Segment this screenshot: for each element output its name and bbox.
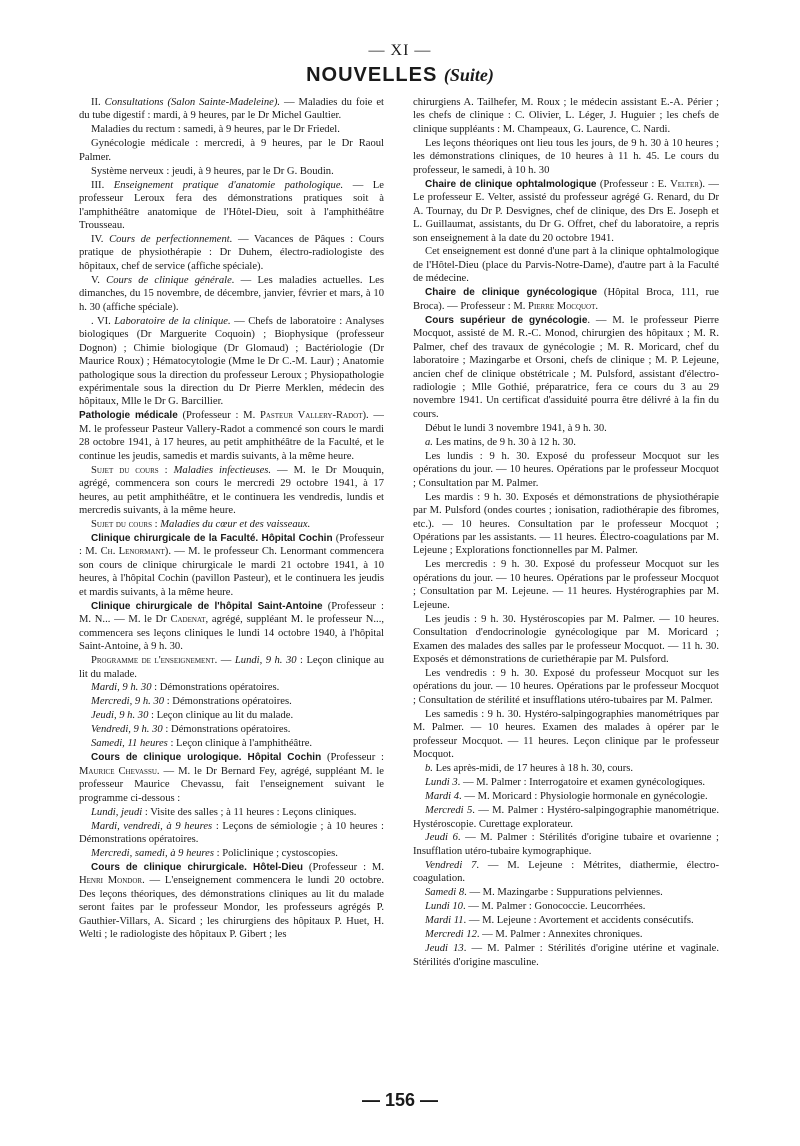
left-paragraph: [79, 847, 384, 860]
left-paragraph: [79, 165, 384, 178]
text-run: : Visite des salles ; à 11 heures : Leçons cliniques.: [142, 806, 357, 818]
text-run: chirurgiens A. Tailhefer, M. Roux ; le médecin assistant E.-A. Périer ; les chefs de clinique : C. Olivier, L. Léger, J. Huguier ; les chefs de clinique suppléants : M. Champeaux, G. Laurence, C. Nardi.: [413, 97, 719, 135]
text-run: : Leçon clinique au lit du malade.: [79, 655, 384, 680]
text-run: Clinique chirurgicale de l'hôpital Saint-Antoine: [91, 600, 323, 612]
text-run: — Maladies du foie et du tube digestif : mardi, à 9 heures, par le Dr Michel Gaultier.: [79, 97, 384, 122]
text-run: . — M. Palmer : Interrogatoire et examen gynécologiques.: [457, 777, 706, 789]
text-run: — M. le Dr Mouquin, agrégé, commencera son cours le mercredi 29 octobre 1941, à 17 heures, au petit amphithéâtre, et le continuera les vendredis, lundis et mercredis suivants, à la même heure.: [79, 464, 384, 517]
text-run: Les mardis : 9 h. 30. Exposés et démonstrations de physiothérapie par M. Pulsford (ondes courtes ; ionisation, radiothérapie des fibromes, etc.). — 10 heures. Consultation par le professeur Mocquot ; Opérations par les assistants. — 11 heures. Électro-coagulations par M. Lejeune ; Explorations fonctionnelles par M. Palmer.: [413, 491, 719, 557]
text-run: Mardi, 9 h. 30: [91, 682, 152, 694]
right-paragraph: [413, 314, 719, 422]
text-run: . — L'enseignement commencera le lundi 20 octobre. Des leçons théoriques, des démonstrations cliniques au lit du malade seront faites par le professeur Mondor, les professeurs agrégés P. Gauthier-Villars, A. Sicard ; les chirurgiens des hôpitaux P. Huet, H. Welti ; le radiologiste des hôpitaux P. Gibert ; les: [79, 875, 384, 941]
text-run: (Professeur : M.: [79, 533, 384, 558]
page-number: — 156 —: [361, 1090, 439, 1110]
left-paragraph: [79, 409, 384, 463]
right-paragraph: [413, 422, 719, 435]
left-paragraph: [79, 654, 384, 681]
section-title: NOUVELLES: [306, 64, 438, 86]
left-paragraph: [79, 861, 384, 942]
left-paragraph: [79, 681, 384, 694]
text-run: Maladies du cœur et des vaisseaux.: [160, 519, 311, 531]
text-run: — Le professeur Leroux fera des démonstrations pratiques soit à l'amphithéâtre anatomique de l'Hôtel-Dieu, soit à l'amphithéâtre Trousseau.: [79, 179, 384, 232]
text-run: .: [595, 300, 599, 312]
left-paragraph: [79, 464, 384, 518]
left-paragraph: [79, 315, 384, 409]
text-run: Mercredi 12: [425, 929, 477, 941]
text-run: Cours de clinique chirurgicale. Hôtel-Dieu: [91, 861, 303, 873]
text-run: Cadenat: [170, 614, 206, 626]
left-column: [79, 96, 384, 1086]
text-run: (Hôpital Broca, 111, rue Broca). — Professeur : M.: [413, 287, 719, 312]
left-paragraph: [79, 96, 384, 123]
right-column: [413, 96, 719, 1086]
text-run: : Policlinique ; cystoscopies.: [213, 847, 338, 859]
right-paragraph: [413, 900, 719, 913]
left-paragraph: [79, 751, 384, 805]
text-run: Enseignement pratique d'anatomie pathologique.: [113, 179, 344, 191]
text-run: Lundi 10: [425, 901, 463, 913]
text-run: : Leçon clinique au lit du malade.: [148, 710, 294, 722]
right-paragraph: [413, 776, 719, 789]
right-paragraph: [413, 790, 719, 803]
text-run: ). — M. le professeur Ch. Lenormant commencera son cours de clinique chirurgicale le mardi 21 octobre 1941, à 10 heures, à l'hôpital Cochin (pavillon Pasteur), et le continuera les jeudis et mardis suivants, à la même heure.: [79, 546, 384, 598]
text-run: Clinique chirurgicale de la Faculté. Hôpital Cochin: [91, 533, 333, 544]
right-paragraph: [413, 914, 719, 927]
section-heading: [0, 64, 800, 87]
text-run: Mercredi, samedi, à 9 heures: [91, 847, 214, 859]
right-paragraph: [413, 286, 719, 313]
text-run: Mercredi, 9 h. 30: [91, 696, 165, 708]
text-run: Henri Mondor: [79, 875, 143, 887]
text-run: . — M. Mazingarbe : Suppurations pelviennes.: [464, 887, 663, 899]
left-paragraph: [79, 806, 384, 819]
left-paragraph: [79, 695, 384, 708]
text-run: Jeudi 6: [425, 832, 458, 844]
text-run: III.: [91, 179, 114, 191]
left-paragraph: [79, 123, 384, 136]
right-paragraph: [413, 613, 719, 667]
text-run: Programme de l'enseignement: [91, 655, 215, 667]
text-run: b.: [425, 763, 436, 775]
text-run: ). — Le professeur E. Velter, assisté du professeur agrégé G. Renard, du Dr A. Tournay, du Dr P. Desvignes, chef de clinique, des Drs E. Joseph et L. Guillaumat, assistants, du Dr G. Offret, chef du laboratoire, a repris son enseignement à la date du 20 octobre 1941.: [413, 178, 719, 244]
text-run: Jeudi 13: [425, 943, 464, 955]
text-run: Les lundis : 9 h. 30. Exposé du professeur Mocquot sur les opérations du jour. — 10 heures. Opérations par le professeur Mocquot ; Consultation par M. Palmer.: [413, 450, 719, 489]
text-run: Cours supérieur de gynécologie: [425, 314, 588, 326]
text-run: Samedi 8: [425, 887, 465, 899]
text-run: Gynécologie médicale : mercredi, à 9 heures, par le Dr Raoul Palmer.: [79, 138, 384, 163]
text-run: — Chefs de laboratoire : Analyses biologiques (Dr Marguerite Coquoin) ; Biophysique (professeur Dognon) ; Chimie biologique (Dr Glomaud) ; Bactériologie (Dr Maurice Roux) ; Hématocytologie (Mme le Dr C.-M. Laur) ; Anatomie pathologique sous la direction du professeur Leroux ; Physiopathologie expérimentale sous la direction du Dr Pierre Merklen, médecin des hôpitaux, Mlle le Dr G. Barcillier.: [79, 315, 384, 408]
right-paragraph: [413, 667, 719, 707]
text-run: IV.: [91, 234, 110, 246]
text-run: Les vendredis : 9 h. 30. Exposé du professeur Mocquot sur les opérations du jour. — 10 heures. Opérations par le professeur Mocquot ; Consultation de stérilité et insufflations utéro-tubaires par M. Palmer.: [413, 668, 719, 706]
text-run: . VI.: [91, 315, 115, 327]
right-paragraph: [413, 436, 719, 449]
right-paragraph: [413, 886, 719, 899]
page-folio: — XI —: [368, 42, 432, 59]
text-run: Chaire de clinique gynécologique: [425, 287, 598, 299]
right-paragraph: [413, 859, 719, 886]
text-run: V.: [91, 274, 107, 286]
text-run: Les après-midi, de 17 heures à 18 h. 30, cours.: [435, 763, 633, 775]
text-run: Jeudi, 9 h. 30: [91, 710, 149, 722]
text-run: . — M. Palmer : Annexites chroniques.: [476, 929, 643, 941]
left-paragraph: [79, 532, 384, 599]
text-run: Chaire de clinique ophtalmologique: [425, 178, 597, 190]
text-run: Ch. Lenormant: [100, 546, 165, 558]
text-run: : Leçons de sémiologie ; à 10 heures : Démonstrations opératoires.: [79, 820, 384, 845]
text-run: . —: [214, 655, 235, 667]
text-run: Maladies du rectum : samedi, à 9 heures, par le Dr Friedel.: [91, 124, 340, 136]
text-run: Les jeudis : 9 h. 30. Hystéroscopies par M. Palmer. — 10 heures. Consultation d'endocrinologie gynécologique par M. Moricard ; Examen des malades des salles par le professeur Mocquot. — 11 h. 30. Exposés et démonstrations de curiethérapie par M. Pulsford.: [413, 613, 719, 666]
text-run: Mardi 4: [425, 791, 460, 803]
right-paragraph: [413, 137, 719, 177]
text-run: . — M. le Dr Bernard Fey, agrégé, suppléant M. le professeur Maurice Chevassu, fait l'enseignement suivant le programme ci-dessous :: [79, 765, 384, 804]
right-paragraph: [413, 831, 719, 858]
text-run: (Professeur : M.: [177, 410, 260, 422]
text-run: : Leçon clinique à l'amphithéâtre.: [167, 738, 313, 750]
text-run: Pathologie médicale: [79, 410, 178, 422]
text-run: Cet enseignement est donné d'une part à la clinique ophtalmologique de l'Hôtel-Dieu (place du Parvis-Notre-Dame), d'autre part à la Faculté de médecine.: [413, 246, 719, 285]
right-paragraph: [413, 804, 719, 831]
text-run: II.: [91, 97, 105, 108]
left-paragraph: [79, 723, 384, 736]
right-paragraph: [413, 96, 719, 136]
text-run: . — M. Lejeune : Avortement et accidents consécutifs.: [463, 915, 694, 927]
text-run: : Démonstrations opératoires.: [151, 682, 280, 694]
text-run: Lundi, jeudi: [91, 806, 143, 818]
left-paragraph: [79, 274, 384, 314]
text-run: : Démonstrations opératoires.: [164, 696, 292, 708]
text-run: (Professeur : E.: [596, 178, 671, 190]
text-run: Cours de clinique générale.: [106, 274, 235, 286]
text-run: a.: [425, 436, 436, 448]
text-run: , agrégé, suppléant M. le professeur N..., commencera ses leçons cliniques le lundi 14 octobre 1940, à l'hôpital Saint-Antoine, à 9 h. 30.: [79, 614, 384, 653]
text-run: : Démonstrations opératoires.: [162, 724, 291, 736]
text-run: Lundi, 9 h. 30: [234, 655, 297, 667]
text-run: Laboratoire de la clinique.: [114, 315, 231, 327]
text-run: Les matins, de 9 h. 30 à 12 h. 30.: [435, 436, 576, 448]
text-run: Les leçons théoriques ont lieu tous les jours, de 9 h. 30 à 10 heures ; les démonstrations cliniques, de 10 heures à 11 h. 45. Le cours du professeur, le samedi, à 10 h. 30: [413, 137, 719, 176]
text-run: . — M. Lejeune : Métrites, diathermie, électro-coagulation.: [413, 859, 719, 885]
text-run: :: [151, 519, 161, 531]
right-paragraph: [413, 245, 719, 285]
text-run: (Professeur : M.: [303, 861, 384, 873]
text-run: Pierre Mocquot: [528, 300, 596, 312]
text-run: — Les maladies actuelles. Les dimanches, du 15 novembre, de décembre, janvier, février et mars, à 10 h. 30 (affiche spéciale).: [79, 274, 384, 313]
text-run: Sujet du cours: [91, 464, 159, 476]
text-run: Maladies infectieuses.: [173, 464, 272, 476]
right-paragraph: [413, 942, 719, 969]
right-paragraph: [413, 491, 719, 558]
text-run: Cours de clinique urologique. Hôpital Cochin: [91, 752, 322, 764]
text-run: Cours de perfectionnement.: [109, 234, 233, 246]
text-run: Système nerveux : jeudi, à 9 heures, par le Dr G. Boudin.: [91, 165, 334, 177]
text-run: — Vacances de Pâques : Cours pratique de physiothérapie : Dr Duhem, électro-radiologiste des hôpitaux, chef de service (affiche spéciale).: [79, 234, 384, 272]
text-run: Mardi 11: [425, 915, 464, 927]
text-run: . — M. Palmer : Hystéro-salpingographie manométrique. Hystéroscopie. Curettage explorateur.: [413, 805, 719, 830]
left-paragraph: [79, 518, 384, 531]
left-paragraph: [79, 737, 384, 750]
text-run: Les mercredis : 9 h. 30. Exposé du professeur Mocquot sur les opérations du jour. — 10 heures. Opérations par le professeur Mocquot ; Consultation par M. Lejeune. — 11 heures. Hystérographies par M. Lejeune.: [413, 559, 719, 611]
text-run: Consultations (Salon Sainte-Madeleine).: [104, 97, 281, 108]
text-run: Lundi 3: [425, 777, 458, 789]
text-run: Les samedis : 9 h. 30. Hystéro-salpingographies manométriques par M. Palmer. — 10 heures. Examen des malades à opérer par le professeur Mocquot. — 11 heures. Leçon clinique par le professeur Mocquot.: [413, 708, 719, 761]
right-paragraph: [413, 558, 719, 612]
text-run: Velter: [670, 178, 699, 190]
left-paragraph: [79, 820, 384, 847]
text-run: (Professeur :: [321, 752, 384, 764]
left-paragraph: [79, 233, 384, 273]
right-paragraph: [413, 708, 719, 762]
left-paragraph: [79, 137, 384, 164]
section-title-suffix: (Suite): [443, 65, 494, 85]
text-run: Vendredi 7: [425, 859, 477, 871]
text-run: :: [158, 464, 174, 476]
left-paragraph: [79, 179, 384, 233]
right-paragraph: [413, 450, 719, 490]
right-paragraph: [413, 178, 719, 245]
text-run: Pasteur Vallery-Radot: [259, 410, 363, 422]
text-run: Sujet du cours: [91, 519, 152, 531]
text-run: . — M. Palmer : Stérilités d'origine utérine et vaginale. Stérilités d'origine masculine.: [413, 943, 719, 968]
text-run: Début le lundi 3 novembre 1941, à 9 h. 30.: [425, 422, 607, 434]
text-run: . — M. Palmer : Stérilités d'origine tubaire et ovarienne ; Insufflation utéro-tubaire kymographique.: [413, 832, 719, 857]
text-run: Mardi, vendredi, à 9 heures: [91, 820, 213, 832]
right-paragraph: [413, 762, 719, 775]
left-paragraph: [79, 709, 384, 722]
text-run: Maurice Chevassu: [79, 765, 157, 777]
text-run: . — M. Palmer : Gonococcie. Leucorrhées.: [462, 901, 646, 913]
text-run: Samedi, 11 heures: [91, 738, 168, 750]
right-paragraph: [413, 928, 719, 941]
text-run: (Professeur : M. N... — M. le Dr: [79, 600, 384, 626]
text-run: . — M. Moricard : Physiologie hormonale en gynécologie.: [459, 791, 708, 803]
text-run: Vendredi, 9 h. 30: [91, 724, 163, 736]
text-run: ). — M. le professeur Pasteur Vallery-Radot a commencé son cours le mardi 28 octobre 1941, à 17 heures, au petit amphithéâtre de la Faculté, et le continue les jeudis, samedis et mardis suivants, à la même heure.: [79, 410, 384, 462]
text-run: Mercredi 5: [425, 805, 473, 817]
text-run: . — M. le professeur Pierre Mocquot, assisté de M. R.-C. Monod, chirurgien des hôpitaux ; M. R. Palmer, chef des travaux de gynécologie ; M. R. Moricard, chef du laboratoire ; Mazingarbe et Orsoni, chefs de clinique ; M. P. Lejeune, ancien chef de clinique obstétricale ; M. Pulsford, assistant d'électro-radiologie ; Mlle Gothié, préparatrice, fera ce cours du 3 au 29 novembre 1941. Un certificat d'assiduité pourra être délivré à la fin du cours.: [413, 314, 719, 420]
left-paragraph: [79, 600, 384, 654]
